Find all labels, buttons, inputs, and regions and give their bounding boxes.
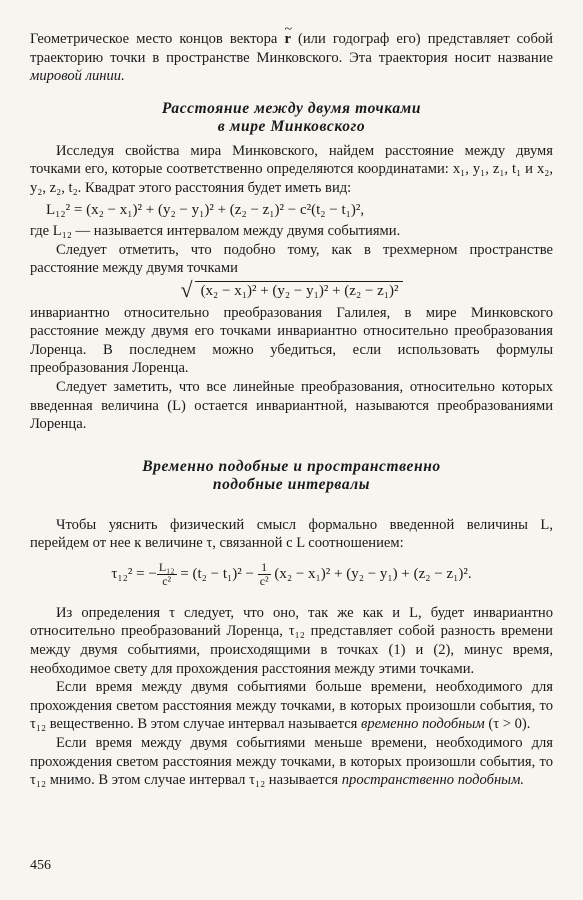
paragraph-1: Исследуя свойства мира Минковского, найдем расстояние между двумя точками его, которые соответственно определяются координатами: x₁, y₁, z₁, t₁ и x₂, y₂, z₂, t₂. Квадрат этого расстояния будет иметь вид: xyxy=(30,142,553,196)
heading1-line2: в мире Минковского xyxy=(217,117,366,135)
vector-r: ~ r xyxy=(284,31,290,47)
formula3-mid: = (t₂ − t₁)² − xyxy=(176,565,258,582)
timelike-term: временно подобным xyxy=(361,716,485,733)
formula-euclidean-distance xyxy=(30,276,553,302)
paragraph-7: Из определения τ следует, что оно, так же как и L, будет инвариантно относительно преобразований Лоренца, τ₁₂ представляет собой разность времени между двумя событиями, происходящими в точках (1) и (2), минус время, необходимое свету для прохождения расстояния между этими точками. xyxy=(30,604,553,677)
paragraph-8: Если время между двумя событиями больше времени, необходимого для прохождения светом расстояния между точками, в которых произошли события, то τ₁₂ вещественно. В этом случае интервал называется временно подобным (τ > 0). xyxy=(30,679,553,733)
sqrt-radicand: (x₂ − x₁)² + (y₂ − y₁)² + (z₂ − z₁)² xyxy=(195,281,403,301)
paragraph-6: Чтобы уяснить физический смысл формально введенной величины L, перейдем от нее к величине τ, связанной с L соотношением: xyxy=(30,516,553,552)
section-heading-intervals xyxy=(30,458,553,494)
spacelike-term: пространственно подобным. xyxy=(341,772,525,789)
intro-paragraph xyxy=(30,30,553,86)
fraction-L-over-c2: $\frac{\text{L₁₂}}{\text{c²}}$ xyxy=(158,559,175,588)
formula3-lhs: τ₁₂² = − xyxy=(111,565,157,582)
paragraph-9: Если время между двумя событиями меньше времени, необходимого для прохождения светом расстояния между точками, в которых произошли события, то τ₁₂ мнимо. В этом случае интервал τ₁₂ называется пространственно подобным. xyxy=(30,735,553,789)
world-line-term: мировой линии. xyxy=(30,68,125,85)
heading2-line1: Временно подобные и пространственно xyxy=(142,457,441,475)
sqrt-symbol: √ xyxy=(180,276,193,302)
fraction-1-over-c2: $\frac{1}{\text{c²}}$ xyxy=(259,559,269,588)
formula3-rhs: (x₂ − x₁)² + (y₂ − y₁) + (z₂ − z₁)². xyxy=(270,565,472,582)
intro-text-b: (или годограф его) представляет собой траекторию точки в пространстве Минковского. Эта траектория носит название xyxy=(30,31,553,66)
page-number: 456 xyxy=(30,858,51,873)
formula-interval: L₁₂² = (x₂ − x₁)² + (y₂ − y₁)² + (z₂ − z₁)² − c²(t₂ − t₁)², xyxy=(46,201,365,218)
paragraph-4: инвариантно относительно преобразования Галилея, в мире Минковского расстояние между двумя его точками инвариантно относительно преобразования Лоренца. В последнем можно убедиться, если использовать формулы преобразования Лоренца. xyxy=(30,304,553,377)
paragraph-5: Следует заметить, что все линейные преобразования, относительно которых введенная величина (L) остается инвариантной, называются преобразованиями Лоренца. xyxy=(30,378,553,433)
paragraph-2: где L₁₂ — называется интервалом между двумя событиями. xyxy=(30,223,401,240)
heading2-line2: подобные интервалы xyxy=(212,475,371,493)
intro-text-a: Геометрическое место концов вектора xyxy=(30,31,285,47)
formula-proper-time xyxy=(30,561,553,588)
paragraph-3: Следует отметить, что подобно тому, как в трехмерном пространстве расстояние между двумя точками xyxy=(30,241,553,277)
heading1-line1: Расстояние между двумя точками xyxy=(161,99,422,117)
page-body xyxy=(30,30,553,790)
section-heading-distance xyxy=(30,100,553,136)
